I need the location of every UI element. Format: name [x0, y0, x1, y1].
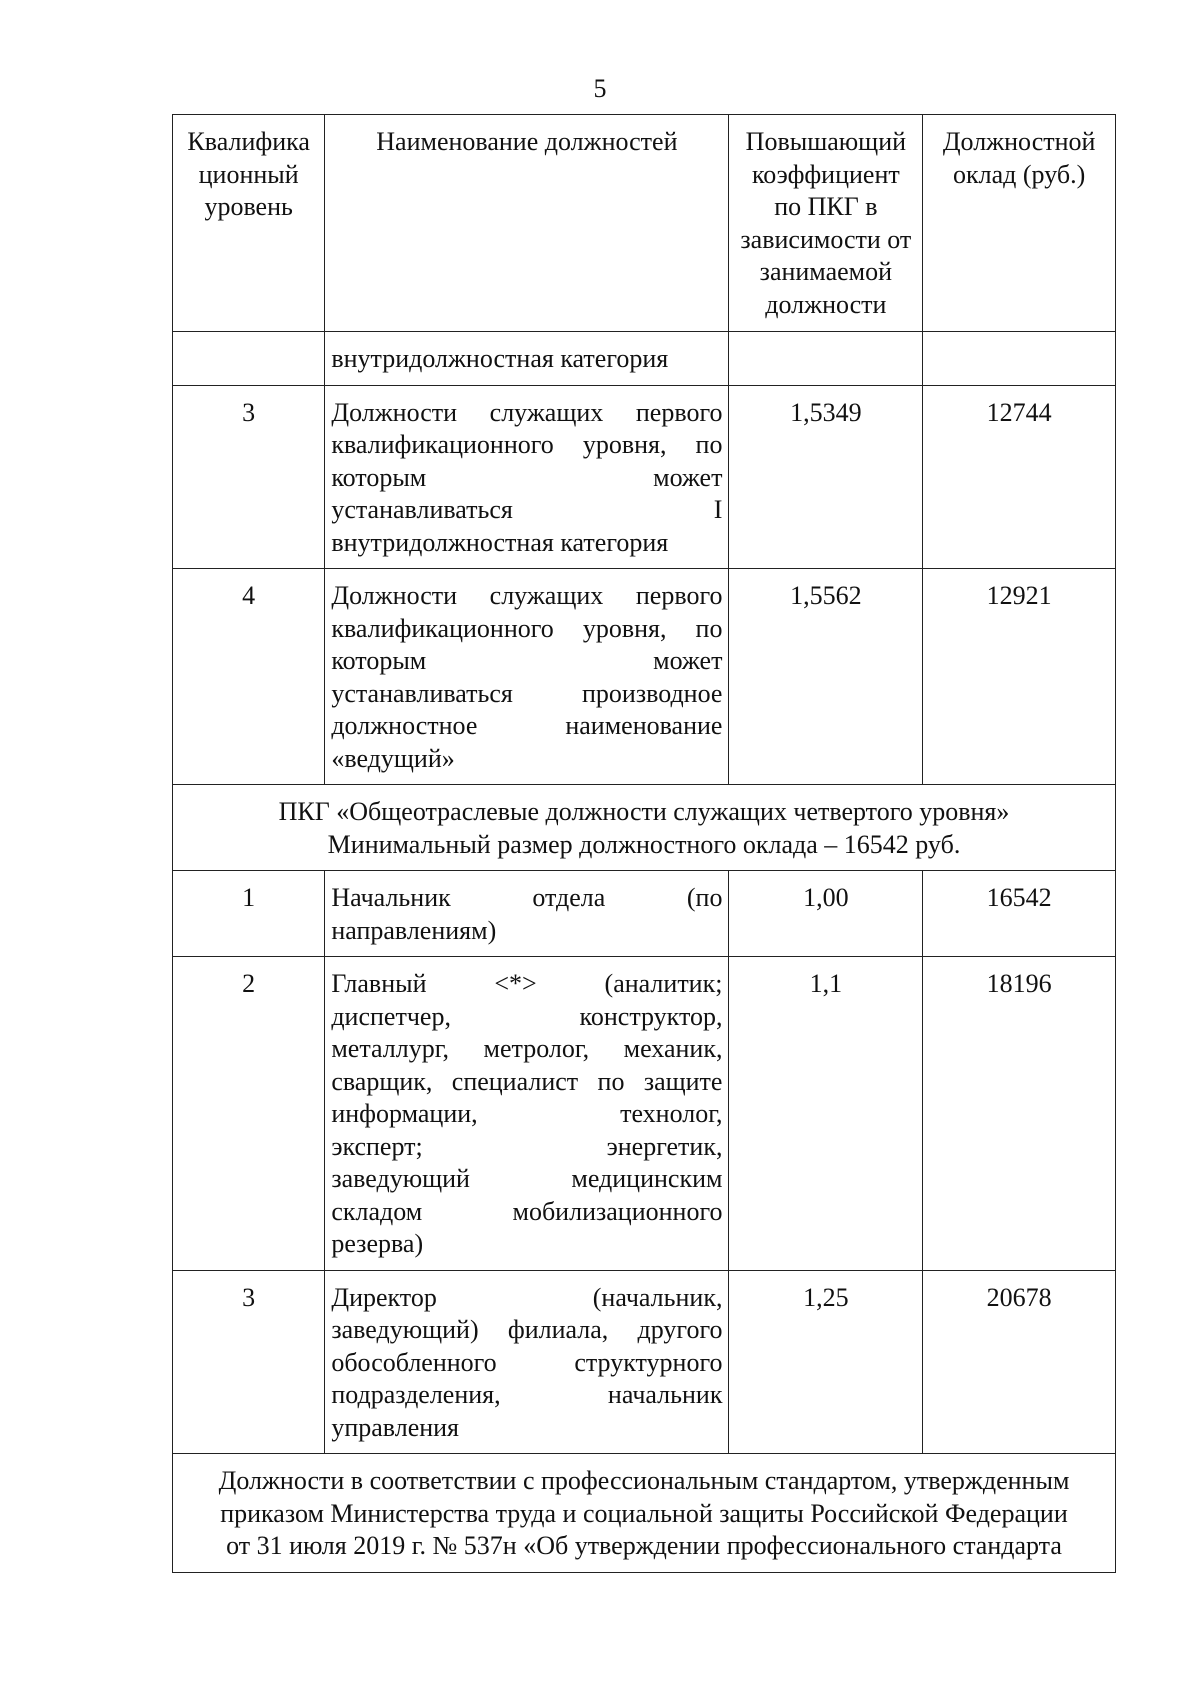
footer-cell: [173, 1454, 1116, 1573]
position-name-line: Директор (начальник,: [331, 1282, 723, 1312]
coefficient-cell: [729, 332, 923, 386]
position-name-line: которым может: [331, 646, 723, 675]
position-name-line: информации, технолог,: [331, 1099, 723, 1128]
position-name-line: Главный <*> (аналитик;: [331, 969, 723, 998]
coefficient-cell: 1,5349: [729, 385, 923, 569]
position-name-line: сварщик, специалист по защите: [331, 1066, 723, 1096]
position-name-line: заведующий медицинским: [331, 1164, 723, 1193]
footer-row: [173, 1454, 1116, 1573]
header-salary: [923, 115, 1116, 332]
header-text-line: должности: [765, 289, 887, 319]
section-header-cell: [173, 785, 1116, 871]
header-text-line: Квалифика: [187, 127, 310, 156]
header-text-line: занимаемой: [759, 257, 893, 286]
footer-text-line: приказом Министерства труда и социальной защиты Российской Федерации: [220, 1498, 1068, 1528]
page-number: 5: [593, 74, 607, 103]
header-text-line: Должностной: [942, 127, 1096, 156]
coefficient-cell: 1,5562: [729, 569, 923, 785]
position-name-line: складом мобилизационного: [331, 1196, 723, 1226]
table-row: [173, 385, 1116, 569]
table-row: [173, 1270, 1116, 1454]
position-name-line: Должности служащих первого: [331, 397, 723, 427]
header-text-line: ционный: [198, 159, 299, 189]
section-header-row: [173, 785, 1116, 871]
level-cell: [173, 332, 325, 386]
footer-text-line: Должности в соответствии с профессиональным стандартом, утвержденным: [218, 1466, 1070, 1495]
level-cell: 3: [173, 385, 325, 569]
header-text-line: по ПКГ в: [774, 192, 878, 221]
position-name-line: квалификационного уровня, по: [331, 430, 723, 459]
coefficient-cell: 1,25: [729, 1270, 923, 1454]
level-cell: 1: [173, 871, 325, 957]
level-cell: 3: [173, 1270, 325, 1454]
header-coefficient: [729, 115, 923, 332]
salary-cell: 20678: [923, 1270, 1116, 1454]
position-name-cell: [325, 871, 729, 957]
table-row: [173, 957, 1116, 1271]
position-name-line: подразделения, начальник: [331, 1380, 723, 1409]
header-text-line: коэффициент: [751, 159, 900, 189]
level-cell: 4: [173, 569, 325, 785]
position-name-line: квалификационного уровня, по: [331, 613, 723, 643]
table-header-row: [173, 115, 1116, 332]
footer-text-line: от 31 июля 2019 г. № 537н «Об утверждении профессионального стандарта: [226, 1531, 1062, 1560]
position-name-line: эксперт; энергетик,: [331, 1131, 723, 1161]
salary-cell: 12744: [923, 385, 1116, 569]
salary-cell: [923, 332, 1116, 386]
position-name-line: которым может: [331, 462, 723, 492]
table-row: [173, 871, 1116, 957]
position-name-cell: [325, 385, 729, 569]
position-name-cell: [325, 332, 729, 386]
position-name-line: управления: [331, 1412, 460, 1442]
position-name-line: устанавливаться I: [331, 495, 723, 524]
position-name-line: внутридолжностная категория: [331, 344, 669, 373]
coefficient-cell: 1,1: [729, 957, 923, 1271]
level-cell: 2: [173, 957, 325, 1271]
position-name-line: Начальник отдела (по: [331, 883, 723, 912]
position-name-line: «ведущий»: [331, 743, 455, 773]
table-row: [173, 332, 1116, 386]
position-name-line: устанавливаться производное: [331, 678, 723, 708]
header-text-line: Повышающий: [745, 127, 907, 156]
header-qualification-level: [173, 115, 325, 332]
position-name-line: резерва): [331, 1229, 424, 1258]
salary-cell: 18196: [923, 957, 1116, 1271]
header-text-line: Наименование должностей: [376, 127, 678, 156]
position-name-cell: [325, 569, 729, 785]
salary-table: [172, 114, 1116, 1573]
section-title: ПКГ «Общеотраслевые должности служащих четвертого уровня»: [278, 797, 1010, 826]
coefficient-cell: 1,00: [729, 871, 923, 957]
position-name-line: должностное наименование: [331, 711, 723, 740]
header-text-line: оклад (руб.): [953, 159, 1086, 189]
position-name-line: заведующий) филиала, другого: [331, 1315, 723, 1344]
table-row: [173, 569, 1116, 785]
position-name-line: направлениям): [331, 915, 497, 945]
header-position-name: [325, 115, 729, 332]
position-name-cell: [325, 1270, 729, 1454]
position-name-line: обособленного структурного: [331, 1347, 723, 1377]
position-name-line: Должности служащих первого: [331, 581, 723, 610]
salary-cell: 16542: [923, 871, 1116, 957]
section-min-salary: Минимальный размер должностного оклада – 16542 руб.: [327, 829, 961, 859]
position-name-cell: [325, 957, 729, 1271]
header-text-line: уровень: [204, 192, 293, 221]
position-name-line: металлург, метролог, механик,: [331, 1034, 723, 1063]
header-text-line: зависимости от: [740, 224, 912, 254]
position-name-line: диспетчер, конструктор,: [331, 1001, 723, 1031]
salary-cell: 12921: [923, 569, 1116, 785]
position-name-line: внутридолжностная категория: [331, 527, 669, 557]
